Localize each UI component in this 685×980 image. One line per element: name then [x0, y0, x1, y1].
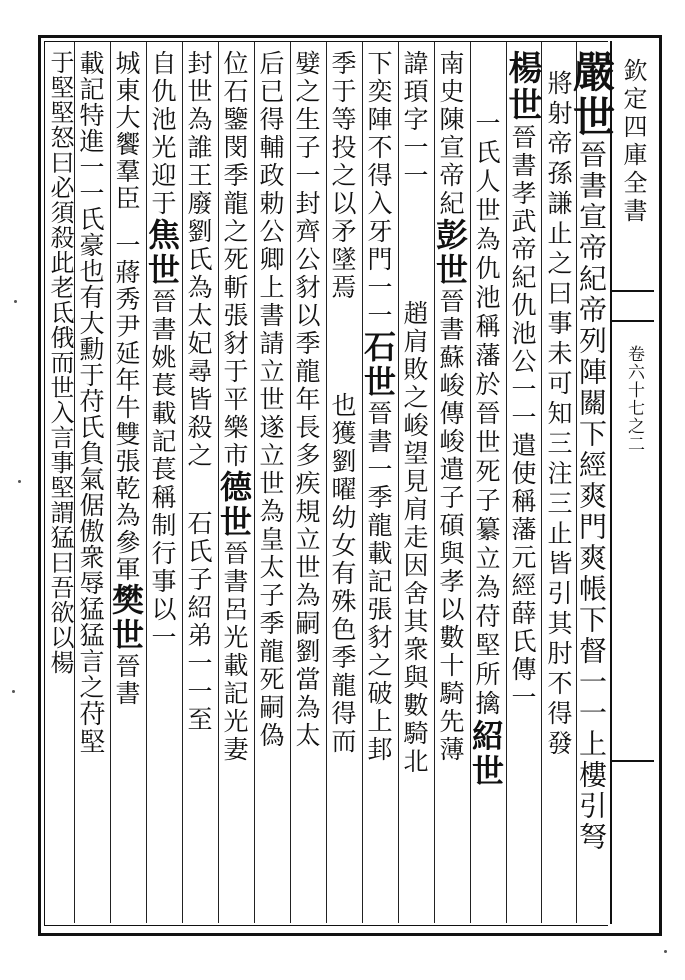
text-column-12 — [180, 50, 216, 920]
column-text: 后已得輔政勅公卿上書請立世遂立世為皇太子季龍死嗣偽 — [256, 50, 285, 750]
headword: 楊世 — [502, 50, 542, 124]
text-column-13 — [144, 50, 180, 920]
scan-speck — [12, 690, 15, 693]
text-column-5 — [432, 50, 468, 920]
headword: 焦世 — [143, 218, 181, 288]
column-text: 也獲劉曜幼女有殊色季龍得而 — [328, 392, 357, 756]
text-column-3 — [504, 50, 540, 920]
column-text: 于堅堅怒曰必須殺此老氐俄而世入言事堅謂猛曰吾欲以楊 — [46, 50, 74, 675]
column-text: 諱頊字一一 — [400, 50, 429, 190]
headword: 紹世 — [467, 719, 505, 789]
headword: 德世 — [215, 470, 253, 540]
text-column-16 — [44, 50, 76, 920]
column-text: 晉書宣帝紀帝列陣關下經爽門爽帳下督一一上樓引弩 — [575, 140, 608, 853]
column-text: 晉書蘇峻傳峻遣子碩與孝以數十騎先薄 — [436, 288, 465, 764]
column-text: 嬖之生子一封齊公豺以季龍年長多疾規立世為嗣劉當為太 — [292, 50, 321, 750]
column-text: 晉書 — [112, 653, 141, 707]
lower-margin-rule — [610, 760, 654, 762]
text-column-2 — [540, 70, 576, 940]
column-text: 封世為誰王廢劉氏為太妃尋皆殺之 — [184, 50, 213, 470]
headword: 嚴世 — [567, 50, 616, 140]
text-column-9 — [288, 50, 324, 920]
column-text: 晉書一季龍載記張豺之破上邽 — [364, 400, 393, 764]
scan-speck — [14, 300, 17, 303]
text-column-10 — [252, 50, 288, 920]
scan-speck — [18, 480, 21, 483]
column-text: 下奕陣不得入牙門一一 — [364, 50, 393, 330]
collection-title: 欽定四庫全書 — [619, 58, 647, 226]
column-text: 石氏子紹弟一一至 — [184, 510, 213, 734]
text-column-1 — [567, 50, 616, 920]
column-text: 位石鑒閔季龍之死斬張豺于平樂市 — [220, 50, 249, 470]
column-text: 一氏人世為仇池稱藩於晉世死子纂立為苻堅所擒 — [472, 110, 501, 719]
text-column-6 — [396, 50, 432, 920]
text-column-8 — [324, 50, 360, 920]
fishtail-mark — [610, 290, 654, 322]
text-column-15 — [72, 50, 108, 920]
column-text: 晉書孝武帝紀仇池公一一遣使稱藩元經薛氏傳一 — [508, 124, 537, 712]
juan-number: 卷六十七之二 — [624, 345, 644, 453]
column-text: 城東大饗羣臣 — [112, 50, 141, 212]
scan-speck — [664, 950, 667, 953]
headword: 彭世 — [431, 218, 469, 288]
column-text: 一蔣秀尹延年牛雙張乾為參軍 — [112, 232, 141, 583]
column-text: 載記特進一一氏豪也有大勳于苻氏負氣倨傲衆辱猛猛言之 — [76, 50, 105, 700]
text-column-14 — [108, 50, 144, 920]
column-text: 趙肩敗之峻望見肩走因舍其衆與數騎北 — [400, 300, 429, 776]
column-text: 自仇池光迎于 — [148, 50, 177, 218]
text-column-4 — [468, 110, 504, 980]
column-text: 南史陳宣帝紀 — [436, 50, 465, 218]
text-column-7 — [360, 50, 396, 920]
column-text: 晉書呂光載記光妻 — [220, 540, 249, 764]
headword: 樊世 — [107, 583, 145, 653]
column-text: 將射帝孫謙止之曰事未可知三注三止皆引其肘不得發 — [544, 70, 573, 760]
text-column-11 — [216, 50, 252, 920]
column-text: 季于等投之以矛墜焉 — [328, 50, 357, 302]
column-text: 晉書姚萇載記萇稱制行事以一 — [148, 288, 177, 652]
column-text: 苻堅 — [75, 700, 105, 756]
headword: 石世 — [359, 330, 397, 400]
